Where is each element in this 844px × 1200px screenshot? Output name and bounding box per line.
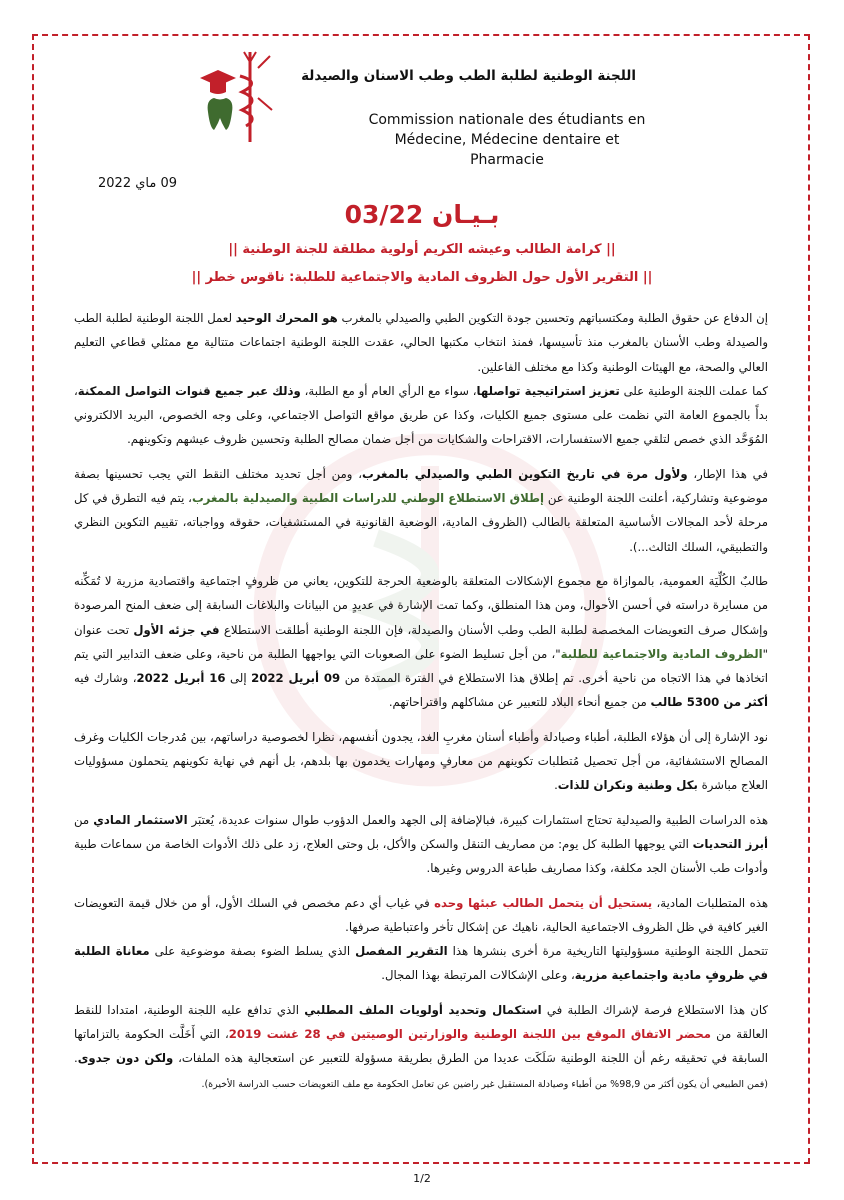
paragraph-8: تتحمل اللجنة الوطنية مسؤوليتها التاريخية مرة أخرى بنشرها هذا التقرير المفصل الذي يسلط الضوء بصفة موضوعية على معاناة الطلبة في ظروفٍ مادية واجتماعية مزرية، وعلى الإشكالات المرتبطة بهذا المجال. xyxy=(74,944,768,983)
statement-title: بـيـان 03/22 xyxy=(344,200,500,229)
paragraph-4: طالبٌ الكُلِّيَة العمومية، بالموازاة مع مجموع الإشكالات المتعلقة بالوضعية الحرجة للتكوين، يعاني من ظروفٍ اجتماعية واقتصادية مزرية لا تُمَكِّنه من مسايرة دراسته في أحسن الأحوال، ومن هذا المنطلق، وكما تمت الإشارة في عديدٍ من البيانات والبلاغات السابقة إلى ضعف المنح المرصودة وإشكال صرف التعويضات المخصصة لطلبة الطب وطب الأسنان والصيدلة، فإن اللجنة الوطنية أطلقت الاستطلاع في جزئه الأول تحت عنوان "الظروف المادية والاجتماعية للطلبة"، من أجل تسليط الضوء على الصعوبات التي يواجهها الطلبة من ناحية، وعلى ضعف التدابير التي يتم اتخاذها في هذا الاتجاه من ناحية أخرى. تم إطلاق هذا الاستطلاع في الفترة الممتدة من 09 أبريل 2022 إلى 16 أبريل 2022، وشارك فيه أكثر من 5300 طالب من جميع أنحاء البلاد للتعبير عن مشاكلهم واقتراحاتهم. xyxy=(74,573,769,710)
paragraph-9: كان هذا الاستطلاع فرصة لإشراك الطلبة في استكمال وتحديد أولويات الملف المطلبي الذي تدافع عليه اللجنة الوطنية، امتدادا للنقط العالقة من محضر الاتفاق الموقع بين اللجنة الوطنية والوزارتين الوصيتين في 28 غشت 2019، التي أَخَلَّت الحكومة بالتزاماتها السابقة في تحقيقه رغم أن اللجنة الوطنية سَلَكَت عديدا من الطرق بطريقة مسؤولة للتعبير عن استعجالية هذه الملفات، ولكن دون جدوى. (فمن الطبيعي أن يكون أكثر من 98,9% من أطباء وصيادلة المستقبل غير راضين عن تعامل الحكومة مع ملف التعويضات حسب الدراسة الأخيرة). xyxy=(74,1002,769,1090)
paragraph-5: نود الإشارة إلى أن هؤلاء الطلبة، أطباء وصيادلة وأطباء أسنان مغربِ الغد، يجدون أنفسهم، نظرا لخصوصية دراساتهم، بين مُدرجات الكليات وغرف المصالح الاستشفائية، من أجل تحصيل مُتطلبات تكوينهم من معارفٍ ومهارات يخدمون بها بلدهم، بل أنهم في نهاية تكوينهم يتحملون مسؤوليات العلاج مباشرة بكل وطنية ونكران للذات. xyxy=(74,729,768,793)
organization-name-french xyxy=(360,110,654,170)
page-number: 1/2 xyxy=(413,1172,431,1185)
org-fr-line: Pharmacie xyxy=(470,152,544,168)
paragraph-7: هذه المتطلبات المادية، يستحيل أن يتحمل الطالب عبئها وحده في غياب أي دعم مخصص في السلك الأول، أو من خلال قيمة التعويضات الغير كافية في ظل الظروف الاجتماعية الحالية، ناهيك عن إشكال تأخر واعتباطية صرفها. xyxy=(74,895,768,934)
statement-body xyxy=(74,306,768,1107)
paragraph-1: إن الدفاع عن حقوق الطلبة ومكتسباتهم وتحسين جودة التكوين الطبي والصيدلي بالمغرب هو المحرك الوحيد لعمل اللجنة الوطنية لطلبة الطب والصيدلة وطب الأسنان بالمغرب منذ تأسيسها، فمنذ انتخاب مكتبها الحالي، عقدت اللجنة الوطنية اجتماعات متتالية مع ممثلي قطاعي التعليم العالي والصحة، مع الهيئات الوطنية وكذا مع مختلف الفاعلين. xyxy=(74,311,768,374)
subtitle-dignity: || كرامة الطالب وعيشه الكريم أولوية مطلقة للجنة الوطنية || xyxy=(228,242,616,257)
paragraph-6: هذه الدراسات الطبية والصيدلية تحتاج استثمارات كبيرة، فبالإضافة إلى الجهد والعمل الدؤوب طوال سنوات عديدة، يُعتبَر الاستثمار المادي من أبرز التحديات التي يوجهها الطلبة كل يوم: من مصاريف التنقل والسكن والأكل، بل وحتى العلاج، زد على ذلك الأدوات الخاصة من سماعات طبية وأدوات طب الأسنان الجد مكلفة، وكذا مصاريف طباعة الدروس وغيرها. xyxy=(74,812,769,876)
paragraph-2: كما عملت اللجنة الوطنية على تعزيز استراتيجية تواصلها، سواء مع الرأي العام أو مع الطلبة، وذلك عبر جميع قنوات التواصل الممكنة، بدأً بالجموع العامة التي نظمت على مستوى جميع الكليات، وكذا عن طريق مواقع التواصل الاجتماعي، وعلى وجه الخصوص، البريد الالكتروني المُوَحَّد الذي خصص لتلقي جميع الاستفسارات، الاقتراحات والشكايات من أجل ضمان مصالح الطلبة وتحسين ظروف عيشهم وتكوينهم. xyxy=(74,383,768,447)
organization-name-arabic: اللجنة الوطنية لطلبة الطب وطب الاسنان والصيدلة xyxy=(301,68,636,84)
subtitle-report: || التقرير الأول حول الظروف المادية والاجتماعية للطلبة: ناقوس خطر || xyxy=(191,270,653,285)
paragraph-3: في هذا الإطار، ولأول مرة في تاريخ التكوين الطبي والصيدلي بالمغرب، ومن أجل تحديد مختلف النقط التي يجب تحسينها بصفة موضوعية وتشاركية، أعلنت اللجنة الوطنية عن إطلاق الاستطلاع الوطني للدراسات الطبية والصيدلية بالمغرب، يتم فيه التطرق في كل مرحلة لأحد المجالات الأساسية المتعلقة بالطالب (الظروف المادية، الوضعية القانونية في المستشفيات، حقوقه وواجباته، تقييم التكوين النظري والتطبيقي، السلك الثالث...). xyxy=(74,466,769,554)
statement-date: 09 ماي 2022 xyxy=(98,176,178,191)
organization-logo xyxy=(196,48,274,146)
org-fr-line: Médecine, Médecine dentaire et xyxy=(394,132,620,148)
org-fr-line: Commission nationale des étudiants en xyxy=(368,112,646,128)
